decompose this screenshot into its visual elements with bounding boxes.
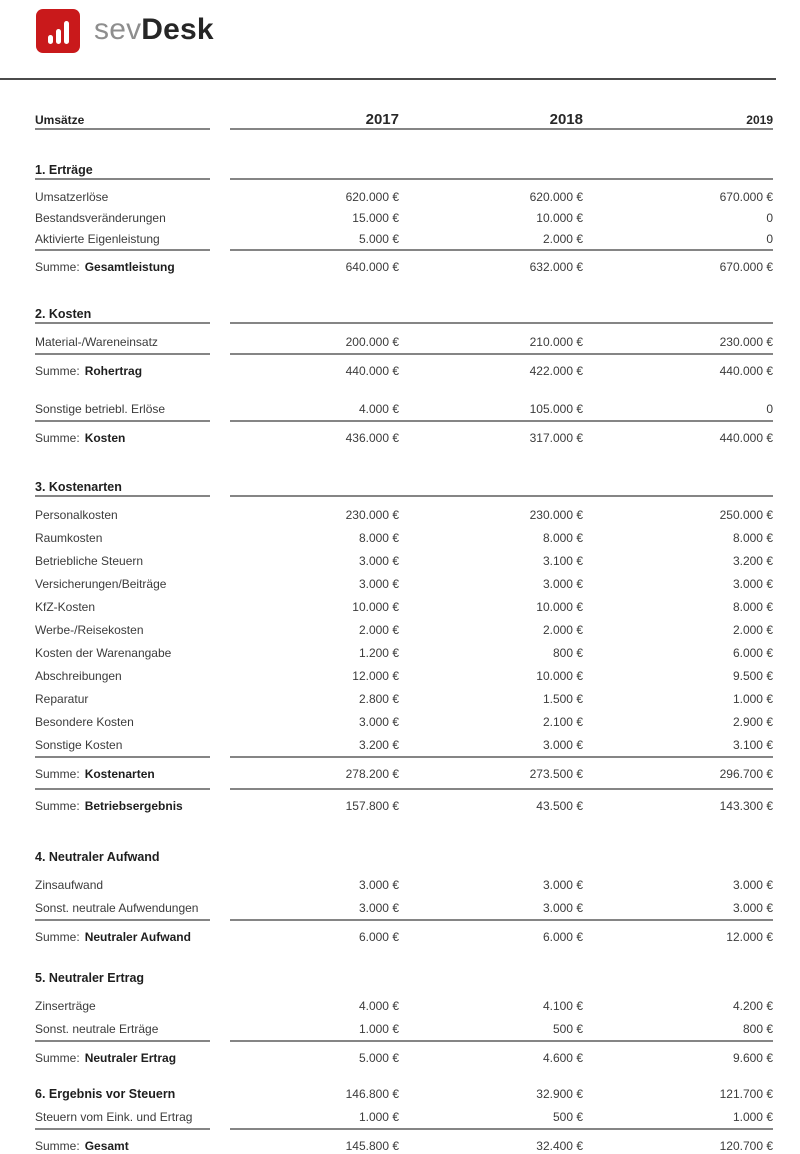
row-value-2017: 1.000 € bbox=[358, 1109, 399, 1124]
row-label: Raumkosten bbox=[35, 530, 103, 545]
row-value-2018: 2.100 € bbox=[542, 714, 583, 729]
row-value-2019: 670.000 € bbox=[719, 189, 773, 204]
table-rule bbox=[35, 1040, 773, 1042]
summe-row bbox=[35, 798, 773, 814]
row-label: Sonst. neutrale Aufwendungen bbox=[35, 900, 199, 915]
summe-name: Neutraler Ertrag bbox=[84, 1051, 177, 1065]
bar-chart-icon bbox=[36, 9, 80, 53]
row-value-2018: 3.000 € bbox=[542, 900, 583, 915]
summe-label bbox=[35, 431, 210, 445]
summe-label bbox=[35, 930, 210, 944]
row-value-2019: 120.700 € bbox=[719, 1139, 773, 1153]
row-value-2018: 2.000 € bbox=[542, 231, 583, 246]
row-value-2018: 10.000 € bbox=[536, 668, 583, 683]
table-rule bbox=[35, 128, 773, 130]
row-value-2019: 3.000 € bbox=[732, 900, 773, 915]
rule-label-segment bbox=[35, 788, 210, 790]
table-rule bbox=[35, 178, 773, 180]
summe-prefix: Summe: bbox=[35, 767, 80, 781]
row-value-2019: 250.000 € bbox=[719, 507, 773, 522]
table-row bbox=[35, 664, 773, 687]
rule-values-segment bbox=[230, 128, 773, 130]
rule-values-segment bbox=[230, 353, 773, 355]
table-row bbox=[35, 733, 773, 756]
table-row bbox=[35, 1017, 773, 1040]
row-value-2017: 2.800 € bbox=[358, 691, 399, 706]
summe-label bbox=[35, 260, 210, 274]
summe-name: Betriebsergebnis bbox=[84, 799, 183, 813]
row-label: Umsatzerlöse bbox=[35, 189, 109, 204]
row-value-2018: 43.500 € bbox=[536, 799, 583, 813]
table-row bbox=[35, 896, 773, 919]
row-value-2017: 12.000 € bbox=[352, 668, 399, 683]
brand-sev: sev bbox=[94, 13, 142, 46]
row-value-2017: 5.000 € bbox=[358, 231, 399, 246]
summe-row bbox=[35, 259, 773, 275]
row-value-2019: 230.000 € bbox=[719, 334, 773, 349]
summe-row bbox=[35, 1138, 773, 1154]
rule-label-segment bbox=[35, 919, 210, 921]
row-value-2018: 500 € bbox=[552, 1021, 583, 1036]
row-value-2019: 12.000 € bbox=[726, 930, 773, 944]
row-value-2018: 3.000 € bbox=[542, 576, 583, 591]
row-value-2019: 3.100 € bbox=[732, 737, 773, 752]
row-label: Besondere Kosten bbox=[35, 714, 134, 729]
row-value-2017: 436.000 € bbox=[345, 431, 399, 445]
row-value-2017: 145.800 € bbox=[345, 1139, 399, 1153]
table-row bbox=[35, 186, 773, 207]
summe-prefix: Summe: bbox=[35, 260, 80, 274]
summe-label bbox=[35, 1139, 210, 1153]
section bbox=[35, 850, 773, 945]
row-value-2017: 1.200 € bbox=[358, 645, 399, 660]
table-rule bbox=[35, 249, 773, 251]
table-rule bbox=[35, 420, 773, 422]
table-row bbox=[35, 641, 773, 664]
row-value-2018: 3.000 € bbox=[542, 877, 583, 892]
row-value-2018: 500 € bbox=[552, 1109, 583, 1124]
row-value-2017: 3.000 € bbox=[358, 553, 399, 568]
year-2019-header: 2019 bbox=[746, 113, 773, 127]
row-value-2017: 3.000 € bbox=[358, 576, 399, 591]
row-value-2018: 1.500 € bbox=[542, 691, 583, 706]
row-value-2018: 632.000 € bbox=[529, 260, 583, 274]
row-label: Personalkosten bbox=[35, 507, 118, 522]
table-header-label: Umsätze bbox=[35, 113, 85, 127]
rule-label-segment bbox=[35, 756, 210, 758]
row-label: KfZ-Kosten bbox=[35, 599, 96, 614]
row-value-2018: 620.000 € bbox=[529, 189, 583, 204]
summe-label bbox=[35, 364, 210, 378]
section-title: 1. Erträge bbox=[35, 163, 93, 177]
summe-name: Gesamtleistung bbox=[84, 260, 175, 274]
section-title: 4. Neutraler Aufwand bbox=[35, 850, 160, 864]
table-block bbox=[35, 397, 773, 446]
row-value-2019: 0 bbox=[766, 231, 773, 246]
section bbox=[35, 480, 773, 814]
row-label: Sonstige Kosten bbox=[35, 737, 123, 752]
row-value-2017: 640.000 € bbox=[345, 260, 399, 274]
rule-values-segment bbox=[230, 788, 773, 790]
row-value-2019: 1.000 € bbox=[732, 1109, 773, 1124]
summe-label bbox=[35, 799, 210, 813]
row-value-2019: 800 € bbox=[742, 1021, 773, 1036]
page-header bbox=[0, 0, 800, 78]
rule-values-segment bbox=[230, 495, 773, 497]
row-value-2018: 8.000 € bbox=[542, 530, 583, 545]
sevdesk-logo-text bbox=[94, 13, 214, 47]
row-value-2017: 3.200 € bbox=[358, 737, 399, 752]
bar-chart-bar-medium bbox=[56, 29, 61, 44]
row-value-2017: 6.000 € bbox=[358, 930, 399, 944]
table-block bbox=[35, 1105, 773, 1154]
table-rule bbox=[35, 322, 773, 324]
table-row bbox=[35, 207, 773, 228]
section-title-row bbox=[35, 480, 773, 495]
row-value-2018: 210.000 € bbox=[529, 334, 583, 349]
summe-name: Rohertrag bbox=[84, 364, 143, 378]
row-value-2017: 440.000 € bbox=[345, 364, 399, 378]
section bbox=[35, 1082, 773, 1154]
rule-values-segment bbox=[230, 322, 773, 324]
table-row bbox=[35, 526, 773, 549]
row-value-2018: 10.000 € bbox=[536, 599, 583, 614]
row-label: Sonstige betriebl. Erlöse bbox=[35, 401, 166, 416]
row-label: Steuern vom Eink. und Ertrag bbox=[35, 1109, 193, 1124]
table-rule bbox=[35, 1128, 773, 1130]
table-row bbox=[35, 397, 773, 420]
row-value-2019: 6.000 € bbox=[732, 645, 773, 660]
row-value-2017: 146.800 € bbox=[345, 1086, 399, 1101]
section-title: 2. Kosten bbox=[35, 307, 92, 321]
section-title-row bbox=[35, 971, 773, 986]
row-label: Kosten der Warenangabe bbox=[35, 645, 172, 660]
table-row bbox=[35, 618, 773, 641]
rule-values-segment bbox=[230, 1040, 773, 1042]
row-label: Aktivierte Eigenleistung bbox=[35, 231, 160, 246]
summe-row bbox=[35, 766, 773, 782]
table-block bbox=[35, 873, 773, 945]
row-value-2018: 105.000 € bbox=[529, 401, 583, 416]
brand-desk: Desk bbox=[141, 13, 214, 46]
row-label: Versicherungen/Beiträge bbox=[35, 576, 167, 591]
table-row bbox=[35, 710, 773, 733]
row-value-2017: 3.000 € bbox=[358, 714, 399, 729]
row-value-2019: 0 bbox=[766, 210, 773, 225]
summe-prefix: Summe: bbox=[35, 1139, 80, 1153]
row-label: Bestandsveränderungen bbox=[35, 210, 166, 225]
table-block bbox=[35, 994, 773, 1066]
row-value-2018: 800 € bbox=[552, 645, 583, 660]
table-rule bbox=[35, 788, 773, 790]
row-value-2017: 4.000 € bbox=[358, 998, 399, 1013]
year-2018-header: 2018 bbox=[549, 111, 583, 128]
table-header-row bbox=[35, 111, 773, 128]
table-row bbox=[35, 228, 773, 249]
row-value-2017: 230.000 € bbox=[345, 507, 399, 522]
row-value-2019: 1.000 € bbox=[732, 691, 773, 706]
summe-row bbox=[35, 430, 773, 446]
rule-label-segment bbox=[35, 353, 210, 355]
row-value-2017: 278.200 € bbox=[345, 767, 399, 781]
row-label: Zinsaufwand bbox=[35, 877, 104, 892]
row-value-2017: 620.000 € bbox=[345, 189, 399, 204]
row-value-2019: 2.000 € bbox=[732, 622, 773, 637]
table-rule bbox=[35, 495, 773, 497]
summe-prefix: Summe: bbox=[35, 364, 80, 378]
row-value-2019: 440.000 € bbox=[719, 364, 773, 378]
summe-prefix: Summe: bbox=[35, 799, 80, 813]
row-value-2017: 3.000 € bbox=[358, 877, 399, 892]
rule-label-segment bbox=[35, 322, 210, 324]
summe-prefix: Summe: bbox=[35, 930, 80, 944]
summe-row bbox=[35, 929, 773, 945]
row-value-2018: 32.400 € bbox=[536, 1139, 583, 1153]
row-value-2019: 8.000 € bbox=[732, 530, 773, 545]
rule-values-segment bbox=[230, 420, 773, 422]
row-value-2019: 3.200 € bbox=[732, 553, 773, 568]
row-value-2018: 422.000 € bbox=[529, 364, 583, 378]
row-value-2017: 10.000 € bbox=[352, 599, 399, 614]
row-value-2018: 10.000 € bbox=[536, 210, 583, 225]
rule-values-segment bbox=[230, 756, 773, 758]
row-value-2019: 4.200 € bbox=[732, 998, 773, 1013]
summe-name: Neutraler Aufwand bbox=[84, 930, 191, 944]
row-value-2018: 32.900 € bbox=[536, 1086, 583, 1101]
table-block bbox=[35, 330, 773, 379]
report-table bbox=[35, 111, 773, 1154]
section-title-row bbox=[35, 1082, 773, 1105]
summe-label bbox=[35, 1051, 210, 1065]
row-value-2019: 3.000 € bbox=[732, 877, 773, 892]
row-label: Werbe-/Reisekosten bbox=[35, 622, 144, 637]
summe-row bbox=[35, 363, 773, 379]
summe-prefix: Summe: bbox=[35, 431, 80, 445]
rule-values-segment bbox=[230, 1128, 773, 1130]
table-block bbox=[35, 186, 773, 275]
row-value-2019: 296.700 € bbox=[719, 767, 773, 781]
table-rule bbox=[35, 756, 773, 758]
row-value-2019: 8.000 € bbox=[732, 599, 773, 614]
row-value-2017: 1.000 € bbox=[358, 1021, 399, 1036]
row-label: Betriebliche Steuern bbox=[35, 553, 144, 568]
row-value-2017: 4.000 € bbox=[358, 401, 399, 416]
summe-name: Kosten bbox=[84, 431, 126, 445]
table-row bbox=[35, 994, 773, 1017]
section-title: 6. Ergebnis vor Steuern bbox=[35, 1086, 176, 1101]
row-value-2019: 0 bbox=[766, 401, 773, 416]
row-value-2019: 3.000 € bbox=[732, 576, 773, 591]
section-title: 3. Kostenarten bbox=[35, 480, 122, 494]
row-value-2017: 15.000 € bbox=[352, 210, 399, 225]
rule-values-segment bbox=[230, 178, 773, 180]
row-value-2018: 3.100 € bbox=[542, 553, 583, 568]
row-label: Reparatur bbox=[35, 691, 89, 706]
section-title-row bbox=[35, 850, 773, 865]
rule-label-segment bbox=[35, 128, 210, 130]
section bbox=[35, 971, 773, 1066]
rule-label-segment bbox=[35, 1128, 210, 1130]
table-block bbox=[35, 788, 773, 814]
row-value-2017: 2.000 € bbox=[358, 622, 399, 637]
section-title: 5. Neutraler Ertrag bbox=[35, 971, 145, 985]
summe-prefix: Summe: bbox=[35, 1051, 80, 1065]
row-value-2019: 121.700 € bbox=[719, 1086, 773, 1101]
rule-label-segment bbox=[35, 249, 210, 251]
section bbox=[35, 163, 773, 275]
row-value-2017: 200.000 € bbox=[345, 334, 399, 349]
table-block bbox=[35, 503, 773, 782]
table-row bbox=[35, 572, 773, 595]
bar-chart-bar-large bbox=[64, 21, 69, 44]
table-row bbox=[35, 330, 773, 353]
row-label: Abschreibungen bbox=[35, 668, 122, 683]
year-2017-header: 2017 bbox=[365, 111, 399, 128]
row-value-2018: 230.000 € bbox=[529, 507, 583, 522]
table-sections bbox=[35, 163, 773, 1154]
row-value-2019: 9.600 € bbox=[732, 1051, 773, 1065]
bar-chart-bar-small bbox=[48, 35, 53, 44]
section bbox=[35, 307, 773, 446]
summe-row bbox=[35, 1050, 773, 1066]
section-title-row bbox=[35, 307, 773, 322]
row-value-2019: 440.000 € bbox=[719, 431, 773, 445]
row-value-2017: 5.000 € bbox=[358, 1051, 399, 1065]
row-label: Material-/Wareneinsatz bbox=[35, 334, 158, 349]
row-value-2017: 3.000 € bbox=[358, 900, 399, 915]
header-divider bbox=[0, 78, 776, 80]
row-label: Zinserträge bbox=[35, 998, 96, 1013]
row-value-2018: 2.000 € bbox=[542, 622, 583, 637]
section-title-row bbox=[35, 163, 773, 178]
row-value-2018: 4.600 € bbox=[542, 1051, 583, 1065]
table-row bbox=[35, 549, 773, 572]
row-value-2018: 317.000 € bbox=[529, 431, 583, 445]
summe-name: Gesamt bbox=[84, 1139, 129, 1153]
table-row bbox=[35, 1105, 773, 1128]
rule-label-segment bbox=[35, 495, 210, 497]
table-row bbox=[35, 687, 773, 710]
rule-label-segment bbox=[35, 1040, 210, 1042]
table-rule bbox=[35, 919, 773, 921]
row-value-2017: 8.000 € bbox=[358, 530, 399, 545]
table-rule bbox=[35, 353, 773, 355]
rule-values-segment bbox=[230, 249, 773, 251]
row-value-2018: 3.000 € bbox=[542, 737, 583, 752]
row-value-2019: 9.500 € bbox=[732, 668, 773, 683]
summe-label bbox=[35, 767, 210, 781]
row-value-2019: 670.000 € bbox=[719, 260, 773, 274]
row-value-2018: 6.000 € bbox=[542, 930, 583, 944]
summe-name: Kostenarten bbox=[84, 767, 155, 781]
rule-label-segment bbox=[35, 420, 210, 422]
row-value-2018: 273.500 € bbox=[529, 767, 583, 781]
row-value-2018: 4.100 € bbox=[542, 998, 583, 1013]
row-value-2019: 143.300 € bbox=[719, 799, 773, 813]
table-row bbox=[35, 873, 773, 896]
table-row bbox=[35, 595, 773, 618]
rule-label-segment bbox=[35, 178, 210, 180]
row-label: Sonst. neutrale Erträge bbox=[35, 1021, 159, 1036]
rule-values-segment bbox=[230, 919, 773, 921]
row-value-2019: 2.900 € bbox=[732, 714, 773, 729]
row-value-2017: 157.800 € bbox=[345, 799, 399, 813]
table-row bbox=[35, 503, 773, 526]
